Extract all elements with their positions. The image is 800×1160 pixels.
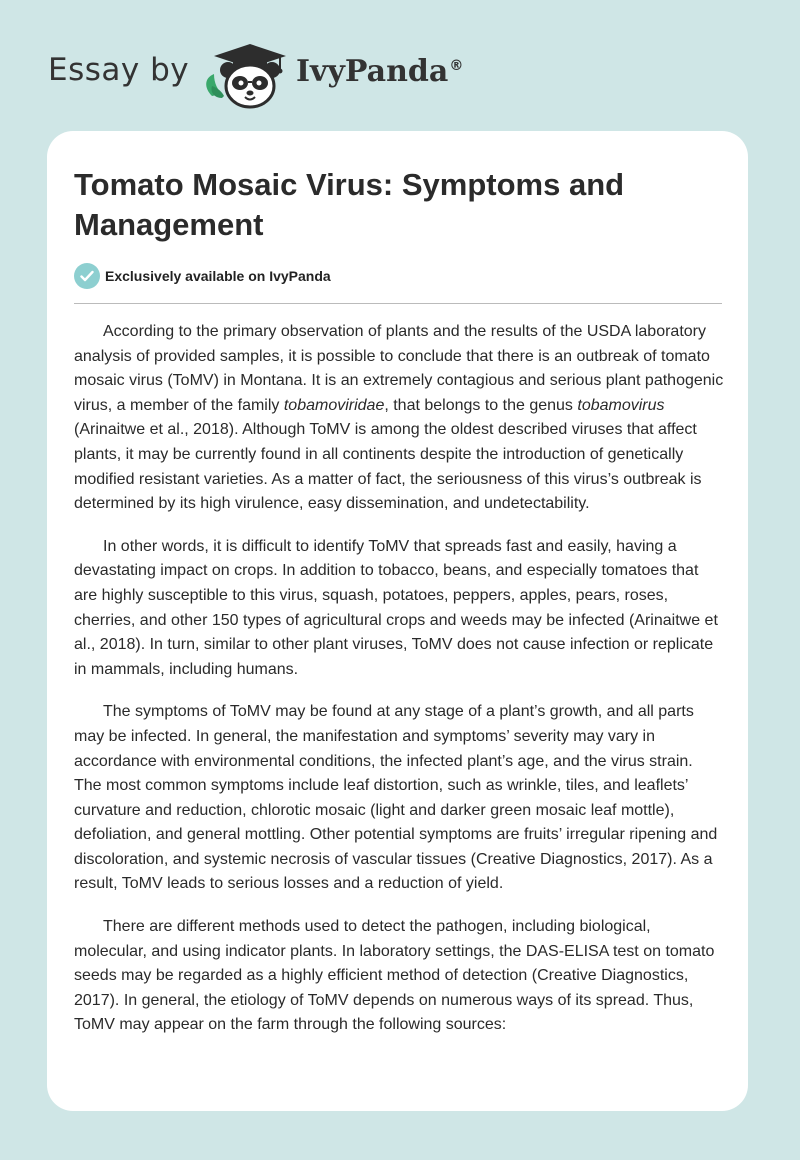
paragraph-text: The symptoms of ToMV may be found at any stage of a plant’s growth, and all parts may be infected. In general, the manifestation and symptoms’ severity may vary in accordance with environmental conditions, the infected plant’s age, and the virus strain. The most common symptoms include leaf distortion, such as wrinkle, tiles, and leaflets’ curvature and reduction, chlorotic mosaic (light and darker green mosaic leaf mottle), defoliation, and general mottling. Other potential symptoms are fruits’ irregular ripening and discoloration, and systemic necrosis of vascular tissues (Creative Diagnostics, 2017). As a result, ToMV leads to serious losses and a reduction of yield. [74, 703, 718, 893]
essay-title: Tomato Mosaic Virus: Symptoms and Management [74, 167, 625, 242]
paragraph-text: According to the primary observation of plants and the results of the USDA laboratory analysis of provided samples, it is possible to conclude that there is an outbreak of tomato mosaic virus (ToMV) in Montana. It is an extremely contagious and serious plant pathogenic virus, a member of the family [74, 323, 724, 414]
paragraph-text: (Arinaitwe et al., 2018). Although ToMV is among the oldest described viruses that affect plants, it may be currently found in all continents despite the introduction of genetically modified resistant varieties. As a matter of fact, the seriousness of this virus’s outbreak is determined by its high virulence, easy dissemination, and undetectability. [74, 421, 702, 513]
registered-mark: ® [449, 58, 464, 74]
paragraph-text: There are different methods used to detect the pathogen, including biological, molecular, and using indicator plants. In laboratory settings, the DAS-ELISA test on tomato seeds may be regarded as a highly efficient method of detection (Creative Diagnostics, 2017). In general, the etiology of ToMV depends on numerous ways of its spread. Thus, ToMV may appear on the farm through the following sources: [74, 918, 715, 1034]
check-circle-icon [74, 263, 100, 289]
brand-logo-text[interactable] [296, 54, 463, 89]
essay-paragraph [74, 700, 724, 897]
essay-body [74, 320, 724, 1056]
essay-card [47, 131, 748, 1111]
panda-graduate-icon[interactable] [200, 38, 292, 110]
title-divider [74, 303, 722, 304]
exclusive-badge-label: Exclusively available on IvyPanda [105, 268, 331, 284]
italic-term: tobamovirus [577, 396, 665, 414]
essay-paragraph [74, 535, 724, 683]
brand-name: IvyPanda [296, 54, 449, 89]
site-header [0, 0, 800, 130]
essay-paragraph [74, 915, 724, 1038]
paragraph-text: , that belongs to the genus [384, 396, 578, 414]
essay-by-label: Essay by [48, 52, 190, 88]
italic-term: tobamoviridae [283, 396, 385, 414]
paragraph-text: In other words, it is difficult to identify ToMV that spreads fast and easily, having a devastating impact on crops. In addition to tobacco, beans, and especially tomatoes that are highly susceptible to this virus, squash, potatoes, peppers, apples, pears, roses, cherries, and other 150 types of agricultural crops and weeds may be infected (Arinaitwe et al., 2018). In turn, similar to other plant viruses, ToMV does not cause infection or replicate in mammals, including humans. [74, 537, 718, 678]
essay-paragraph [74, 320, 724, 517]
